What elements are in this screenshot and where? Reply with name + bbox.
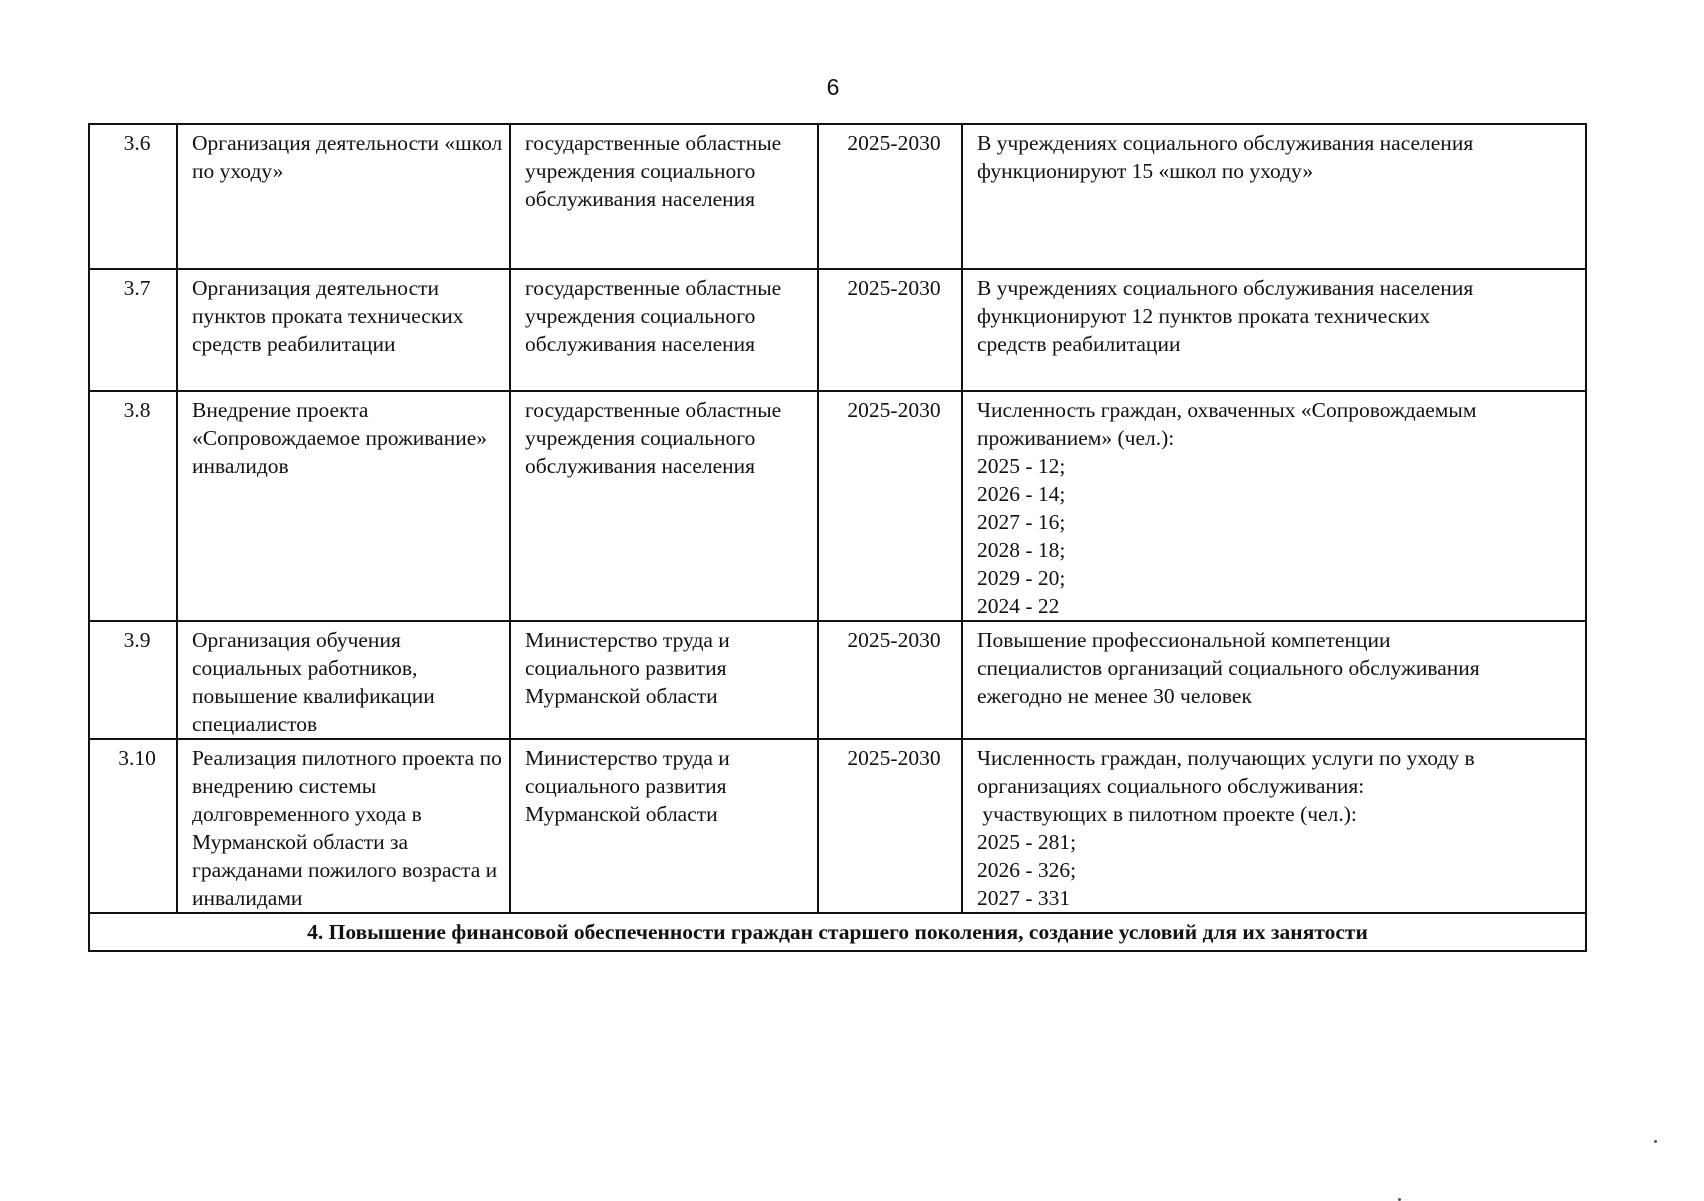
- implementation-period: 2025-2030: [818, 739, 962, 913]
- responsible-executor: государственные областные учреждения социального обслуживания населения: [510, 124, 818, 269]
- measure-name: Организация деятельности «школ по уходу»: [177, 124, 510, 269]
- result-line: 2025 - 12;: [977, 454, 1066, 478]
- measure-name: Реализация пилотного проекта по внедрению системы долговременного ухода в Мурманской области за гражданами пожилого возраста и инвалидами: [177, 739, 510, 913]
- measure-name: Организация обучения социальных работников, повышение квалификации специалистов: [177, 621, 510, 739]
- responsible-executor: Министерство труда и социального развития Мурманской области: [510, 739, 818, 913]
- row-number: 3.10: [89, 739, 177, 913]
- row-number: 3.7: [89, 269, 177, 391]
- expected-result: [962, 621, 1586, 739]
- implementation-period: 2025-2030: [818, 391, 962, 621]
- implementation-period: 2025-2030: [818, 621, 962, 739]
- table-row: [89, 391, 1586, 621]
- result-line: 2027 - 331: [977, 886, 1071, 910]
- table-row: [89, 269, 1586, 391]
- result-line: 2026 - 14;: [977, 482, 1066, 506]
- result-line: 2026 - 326;: [977, 858, 1077, 882]
- table-row: [89, 124, 1586, 269]
- result-line: функционируют 12 пунктов проката технических: [977, 304, 1431, 328]
- result-line: 2025 - 281;: [977, 830, 1077, 854]
- result-line: участвующих в пилотном проекте (чел.):: [977, 802, 1357, 826]
- result-line: 2029 - 20;: [977, 566, 1066, 590]
- responsible-executor: государственные областные учреждения социального обслуживания населения: [510, 269, 818, 391]
- row-number: 3.9: [89, 621, 177, 739]
- expected-result: [962, 391, 1586, 621]
- result-line: проживанием» (чел.):: [977, 426, 1175, 450]
- result-line: ежегодно не менее 30 человек: [977, 684, 1252, 708]
- section-heading-row: [89, 913, 1586, 951]
- scan-artifact: [1654, 1140, 1657, 1143]
- measures-table: [88, 123, 1587, 952]
- section-heading: 4. Повышение финансовой обеспеченности граждан старшего поколения, создание условий для их занятости: [89, 913, 1586, 951]
- result-line: 2024 - 22: [977, 594, 1060, 618]
- expected-result: [962, 269, 1586, 391]
- page-number: 6: [826, 74, 840, 100]
- expected-result: [962, 739, 1586, 913]
- result-line: Численность граждан, получающих услуги по уходу в: [977, 746, 1475, 770]
- row-number: 3.6: [89, 124, 177, 269]
- result-line: 2027 - 16;: [977, 510, 1066, 534]
- result-line: В учреждениях социального обслуживания населения: [977, 131, 1474, 155]
- implementation-period: 2025-2030: [818, 269, 962, 391]
- measure-name: Внедрение проекта «Сопровождаемое проживание» инвалидов: [177, 391, 510, 621]
- implementation-period: 2025-2030: [818, 124, 962, 269]
- result-line: Повышение профессиональной компетенции: [977, 628, 1391, 652]
- result-line: Численность граждан, охваченных «Сопровождаемым: [977, 398, 1477, 422]
- expected-result: [962, 124, 1586, 269]
- responsible-executor: государственные областные учреждения социального обслуживания населения: [510, 391, 818, 621]
- table-row: [89, 621, 1586, 739]
- measure-name: Организация деятельности пунктов проката технических средств реабилитации: [177, 269, 510, 391]
- result-line: В учреждениях социального обслуживания населения: [977, 276, 1474, 300]
- responsible-executor: Министерство труда и социального развития Мурманской области: [510, 621, 818, 739]
- row-number: 3.8: [89, 391, 177, 621]
- result-line: функционируют 15 «школ по уходу»: [977, 159, 1314, 183]
- result-line: средств реабилитации: [977, 332, 1181, 356]
- result-line: специалистов организаций социального обслуживания: [977, 656, 1480, 680]
- result-line: 2028 - 18;: [977, 538, 1066, 562]
- result-line: организациях социального обслуживания:: [977, 774, 1365, 798]
- table-row: [89, 739, 1586, 913]
